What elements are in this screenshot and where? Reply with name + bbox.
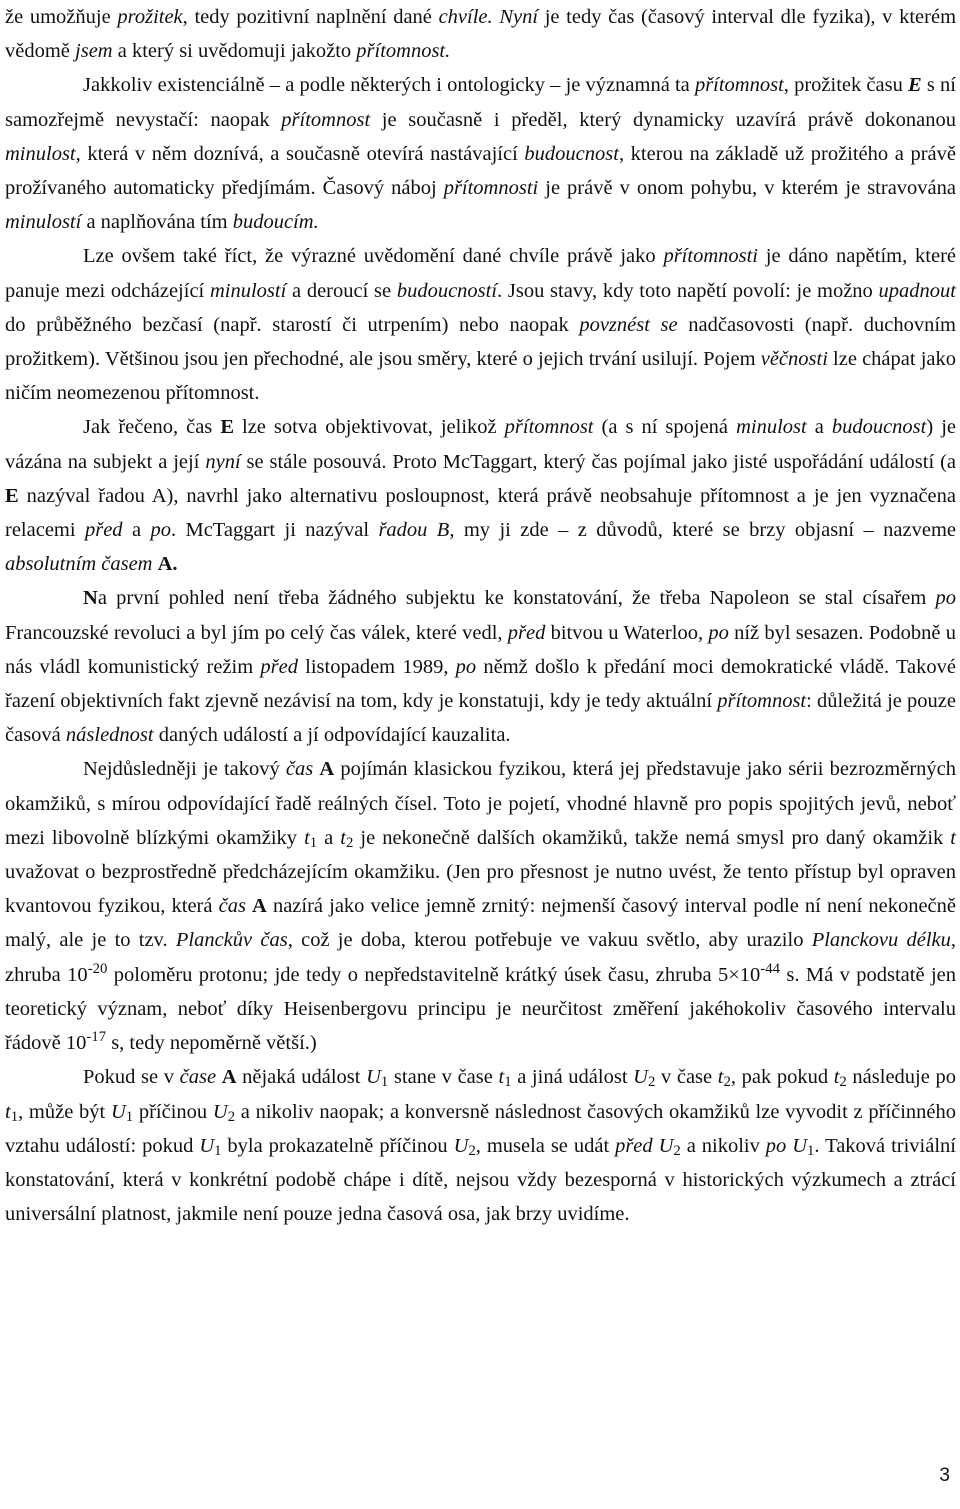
text-segment: chvíle. <box>438 6 493 28</box>
text-segment: přítomnost <box>504 416 594 439</box>
text-segment: po <box>455 655 477 678</box>
text-segment: t <box>950 826 956 849</box>
paragraph-p1 <box>5 68 956 239</box>
text-segment: přítomnosti <box>443 177 539 200</box>
text-segment: 1 <box>125 1108 134 1125</box>
text-segment: a <box>122 519 151 542</box>
paragraph-p4 <box>5 581 956 752</box>
text-segment: t <box>304 826 310 849</box>
text-segment: budoucnost <box>831 416 927 439</box>
text-segment: E <box>220 416 234 439</box>
text-segment: v čase <box>655 1066 718 1089</box>
text-segment: a první pohled není třeba žádného subjektu ke konstatování, že třeba Napoleon se stal císařem <box>97 587 936 610</box>
text-segment: 1 <box>807 1142 815 1159</box>
text-segment: se stále posouvá. Proto McTaggart, který čas pojímal jako jisté uspořádání událostí (a <box>240 450 957 473</box>
text-segment: E <box>908 74 922 97</box>
text-segment: 2 <box>346 835 354 852</box>
text-segment: nějaká událost <box>236 1066 367 1089</box>
text-segment: před <box>507 621 546 644</box>
text-segment: po <box>935 587 956 610</box>
text-segment: 2 <box>673 1142 681 1159</box>
text-segment: 2 <box>227 1108 236 1125</box>
text-segment: před <box>615 1134 653 1157</box>
text-segment: před <box>84 519 123 542</box>
text-segment: , zhruba 10 <box>5 929 956 986</box>
paragraph-p3 <box>5 410 956 581</box>
text-segment: : důležitá je pouze časová <box>5 690 956 747</box>
text-segment: U <box>792 1134 808 1157</box>
text-segment: absolutním časem <box>5 553 158 576</box>
text-segment: následuje po <box>846 1066 956 1089</box>
text-segment: jsem <box>75 40 113 63</box>
text-segment: byla prokazatelně příčinou <box>221 1134 454 1157</box>
text-segment: , může být <box>18 1100 111 1123</box>
text-segment: lze chápat jako ničím neomezenou přítomnost. <box>5 348 956 405</box>
text-segment: s, tedy nepoměrně větší.) <box>106 1032 317 1055</box>
text-segment: čas <box>218 895 253 918</box>
text-segment: Jakkoliv existenciálně – a podle některých i ontologicky – je významná ta <box>83 74 695 97</box>
text-segment: s ní samozřejmě nevystačí: naopak <box>5 74 956 131</box>
page-number: 3 <box>939 1465 950 1486</box>
text-segment: U <box>453 1134 469 1157</box>
text-segment: do průběžného bezčasí (např. starostí či utrpením) nebo naopak <box>5 313 580 336</box>
text-segment: -44 <box>760 960 780 977</box>
text-segment: bitvou u Waterloo, <box>545 621 709 644</box>
text-segment: minulostí <box>5 211 82 234</box>
text-segment: čase <box>179 1066 222 1089</box>
text-segment: Nejdůsledněji je takový <box>83 758 286 781</box>
text-segment: U <box>633 1066 648 1089</box>
text-segment: řadou B <box>378 519 450 542</box>
text-segment: U <box>110 1100 126 1123</box>
text-segment: A <box>221 1066 237 1089</box>
text-segment: U <box>199 1134 215 1157</box>
text-segment: . Jsou stavy, kdy toto napětí povolí: je možno <box>497 279 879 302</box>
text-segment: N <box>83 587 98 610</box>
text-segment: přítomnost <box>717 690 807 713</box>
text-segment: a jiná událost <box>511 1066 634 1089</box>
text-segment: 1 <box>504 1074 512 1091</box>
paragraph-p0 <box>5 0 956 68</box>
paragraph-p2 <box>5 239 956 410</box>
text-segment: Nyní <box>499 6 539 28</box>
text-segment: t <box>717 1066 724 1089</box>
text-segment: , tedy pozitivní naplnění dané <box>182 6 439 28</box>
text-segment: 1 <box>309 835 318 852</box>
text-segment: 2 <box>468 1142 476 1159</box>
text-segment: a nikoliv <box>680 1134 766 1157</box>
text-segment: . McTaggart ji nazýval <box>170 519 379 542</box>
text-segment: t <box>5 1100 11 1123</box>
text-segment: uvažovat o bezprostředně předcházejícím okamžiku. (Jen pro přesnost je nutno uvést, že tento přístup byl opraven kvantovou fyzikou, která <box>5 861 956 918</box>
text-segment: 2 <box>723 1074 731 1091</box>
text-segment: , pak pokud <box>730 1066 834 1089</box>
text-segment: Planckův čas <box>175 929 288 952</box>
text-segment: t <box>498 1066 505 1089</box>
text-segment: (a s ní spojená <box>593 416 737 439</box>
text-segment: stane v čase <box>388 1066 499 1089</box>
text-segment: A. <box>157 553 178 576</box>
text-segment: upadnout <box>878 279 956 302</box>
text-segment: je tedy čas (časový interval dle fyzika), v kterém vědomě <box>5 6 957 63</box>
text-segment: budoucností <box>396 279 498 302</box>
text-segment: příčinou <box>133 1100 213 1123</box>
text-segment: t <box>340 826 346 849</box>
text-segment: Francouzské revoluci a byl jím po celý čas válek, které vedl, <box>5 621 508 644</box>
text-segment: němž došlo k předání moci demokratické vládě. Takové řazení objektivních fakt zjevně nezávisí na tom, kdy je konstatuji, kdy je tedy aktuální <box>5 655 957 713</box>
body-text <box>5 0 956 1231</box>
text-segment: a <box>806 416 832 439</box>
text-segment: A <box>252 895 267 918</box>
text-segment: nazýval řadou A), navrhl jako alternativu posloupnost, která právě neobsahuje přítomnost a je jen vyznačena relacemi <box>5 484 956 542</box>
text-segment: Jak řečeno, čas <box>83 416 221 439</box>
text-segment: je právě v onom pohybu, v kterém je stravována <box>538 177 956 200</box>
text-segment: t <box>833 1066 840 1089</box>
text-segment: budoucnost <box>524 142 619 165</box>
paragraph-p5 <box>5 752 956 1060</box>
text-segment: -17 <box>86 1028 107 1045</box>
text-segment: přítomnosti <box>663 245 758 268</box>
text-segment: U <box>366 1066 381 1089</box>
text-segment: po <box>150 519 171 542</box>
text-segment: nyní <box>205 450 241 473</box>
paragraph-p6 <box>5 1060 956 1231</box>
text-segment: věčnosti <box>760 348 828 371</box>
text-segment: 1 <box>10 1108 19 1125</box>
text-segment: pojímán klasickou fyzikou, která jej představuje jako sérii bezrozměrných okamžiků, s mírou odpovídající řadě reálných čísel. Toto je pojetí, vhodné hlavně pro popis spojitých jevů, neboť mezi libovolně blízkými okamžiky <box>5 758 956 849</box>
text-segment: přítomnost. <box>356 40 451 63</box>
text-segment: 2 <box>647 1074 656 1091</box>
text-segment: , kterou na základě už prožitého a právě prožívaného automaticky předjímám. Časový náboj <box>5 142 956 200</box>
text-segment: nazírá jako velice jemně zrnitý: nejmenší časový interval podle ní není nekonečně malý, ale je to tzv. <box>5 895 957 952</box>
text-segment: následnost <box>65 724 154 747</box>
text-segment: , musela se udát <box>475 1134 616 1157</box>
text-segment: je dáno napětím, které panuje mezi odcházející <box>5 245 956 302</box>
text-segment: 1 <box>380 1074 389 1091</box>
text-segment: U <box>212 1100 228 1123</box>
text-segment: Lze ovšem také říct, že výrazné uvědomění dané chvíle právě jako <box>83 245 664 268</box>
text-segment: a který si uvědomuji jakožto <box>112 40 357 63</box>
text-segment: čas <box>285 758 320 781</box>
text-segment: prožitek <box>117 6 183 28</box>
text-segment: povznést se <box>579 313 678 336</box>
text-segment: , my ji zde – z důvodů, které se brzy objasní – nazveme <box>449 519 957 542</box>
text-segment: před <box>260 655 298 678</box>
text-segment: listopadem 1989, <box>297 655 456 678</box>
text-segment: 2 <box>839 1074 847 1091</box>
text-segment: a deroucí se <box>286 279 397 302</box>
text-segment: E <box>5 484 19 507</box>
text-segment: po <box>708 621 729 644</box>
text-segment: A <box>319 758 335 781</box>
text-segment: , která v něm doznívá, a současně otevírá nastávající <box>75 142 525 165</box>
text-segment: ) je vázána na subjekt a její <box>5 416 956 473</box>
text-segment: a <box>317 826 341 849</box>
text-segment: minulost <box>5 142 76 165</box>
text-segment: poloměru protonu; jde tedy o nepředstavitelně krátký úsek času, zhruba 5×10 <box>107 963 761 986</box>
text-segment: a nikoliv naopak; a konversně následnost časových okamžiků lze vyvodit z příčinného vztahu událostí: pokud <box>5 1100 956 1157</box>
text-segment: 1 <box>214 1142 222 1159</box>
text-segment: daných událostí a jí odpovídající kauzalita. <box>153 724 511 747</box>
text-segment: U <box>658 1134 674 1157</box>
text-segment: budoucím. <box>232 211 319 234</box>
text-segment: níž byl sesazen. Podobně u nás vládl komunistický režim <box>5 621 956 678</box>
text-segment: lze sotva objektivovat, jelikož <box>234 416 505 439</box>
text-segment: je nekonečně dalších okamžiků, takže nemá smysl pro daný okamžik <box>353 826 951 849</box>
text-segment: . Taková triviální konstatování, která v konkrétní podobě chápe i dítě, nejsou vždy bezesporná v historických výzkumech a ztrácí universální platnost, jakmile není pouze jedna časová osa, jak brzy uvidíme. <box>5 1134 956 1226</box>
text-segment: minulost <box>736 416 807 439</box>
text-segment: a naplňována tím <box>81 211 233 234</box>
text-segment: nadčasovosti (např. duchovním prožitkem). Většinou jsou jen přechodné, ale jsou směry, které o jejich trvání usilují. Pojem <box>5 313 956 371</box>
text-segment: přítomnost <box>694 74 784 97</box>
text-segment: Pokud se v <box>83 1066 180 1089</box>
text-segment: přítomnost <box>281 108 371 131</box>
text-segment: po <box>765 1134 787 1157</box>
text-segment: minulostí <box>209 279 287 302</box>
text-segment: s. Má v podstatě jen teoretický význam, neboť díky Heisenbergovu principu je neurčitost změření jakéhokoliv časového intervalu řádově 10 <box>5 963 957 1055</box>
text-segment: Planckovu délku <box>811 929 951 952</box>
text-segment: , což je doba, kterou potřebuje ve vakuu světlo, aby urazilo <box>287 929 812 952</box>
text-segment: že umožňuje <box>5 6 118 28</box>
text-segment: -20 <box>87 960 108 977</box>
text-segment: , prožitek času <box>783 74 909 97</box>
text-segment: je současně i předěl, který dynamicky uzavírá právě dokonanou <box>370 108 956 131</box>
